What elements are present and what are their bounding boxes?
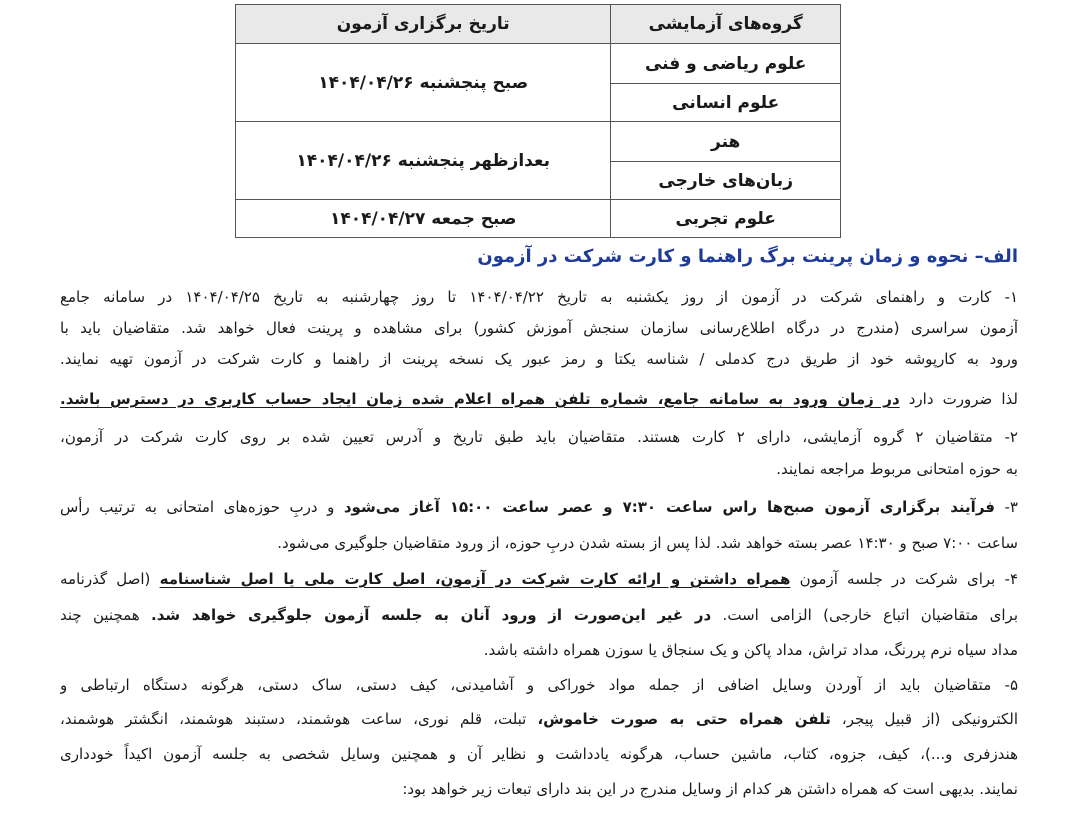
paragraph-1-line-2: آزمون سراسری (مندرج در درگاه اطلاع‌رسانی سازمان سنجش آموزش کشور) برای مشاهده و پرینت فعال خواهد شد. متقاضیان باید با [60,319,1018,337]
paragraph-4-warning: در غیر این‌صورت از ورود آنان به جلسه آزمون جلوگیری خواهد شد. [151,606,712,624]
paragraph-1-line-4 [60,385,1018,413]
date-cell: صبح پنجشنبه ۱۴۰۴/۰۴/۲۶ [236,44,611,122]
date-cell: صبح جمعه ۱۴۰۴/۰۴/۲۷ [236,200,611,238]
paragraph-5-line-1: ۵- متقاضیان باید از آوردن وسایل اضافی از جمله مواد خوراکی و آشامیدنی، کیف دستی، ساک دستی، هرگونه دستگاه ارتباطی و [60,676,1018,694]
paragraph-4-text: همچنین چند [60,606,152,624]
paragraph-1-text: لذا ضرورت دارد [899,390,1018,408]
paragraph-4-text: (اصل گذرنامه [60,570,160,588]
paragraph-4-line-1 [60,565,1018,593]
paragraph-4-line-2 [60,601,1018,629]
paragraph-5-emphasis: تلفن همراه حتی به صورت خاموش، [537,710,831,728]
paragraph-5-text: تبلت، قلم نوری، ساعت هوشمند، دستبند هوشمند، انگشتر هوشمند، [60,710,538,728]
paragraph-5-line-4: نمایند. بدیهی است که همراه داشتن هر کدام از وسایل مندرج در این بند دارای تبعات زیر خواهد بود: [402,780,1018,798]
header-exam-date: تاریخ برگزاری آزمون [236,5,611,44]
header-exam-groups: گروه‌های آزمایشی [611,5,841,44]
table-row [236,122,841,162]
paragraph-3-text: و دربِ حوزه‌های امتحانی به ترتیب رأس [60,498,344,516]
paragraph-4-text: برای متقاضیان اتباع خارجی) الزامی است. [711,606,1018,624]
paragraph-5-text: الکترونیکی (از قبیل پیجر، [830,710,1018,728]
exam-schedule-table [235,4,841,238]
group-cell: علوم انسانی [611,84,841,122]
paragraph-5-line-2 [60,705,1018,733]
group-cell: هنر [611,122,841,162]
paragraph-2-line-2: به حوزه امتحانی مربوط مراجعه نمایند. [776,460,1018,478]
section-heading: الف– نحوه و زمان پرینت برگ راهنما و کارت شرکت در آزمون [477,246,1018,267]
paragraph-4-line-3: مداد سیاه نرم پررنگ، مداد تراش، مداد پاکن و یک سنجاق یا سوزن همراه داشته باشد. [483,641,1018,659]
group-cell: علوم تجربی [611,200,841,238]
table-row [236,44,841,84]
paragraph-4-emphasis: همراه داشتن و ارائه کارت شرکت در آزمون، اصل کارت ملی یا اصل شناسنامه [159,570,791,588]
paragraph-3-emphasis: فرآیند برگزاری آزمون صبح‌ها راس ساعت ۷:۳۰ و عصر ساعت ۱۵:۰۰ آغاز می‌شود [343,498,995,516]
group-cell: زبان‌های خارجی [611,162,841,200]
paragraph-4-text: ۴- برای شرکت در جلسه آزمون [790,570,1018,588]
date-cell: بعدازظهر پنجشنبه ۱۴۰۴/۰۴/۲۶ [236,122,611,200]
table-header-row [236,5,841,44]
paragraph-3-line-1 [60,493,1018,521]
paragraph-3-number: ۳- [994,498,1018,516]
paragraph-5-line-3: هندزفری و...)، کیف، جزوه، کتاب، ماشین حساب، هرگونه یادداشت و نظایر آن و همچنین وسایل شخصی به جلسه آزمون اکیداً خودداری [60,745,1018,763]
paragraph-3-line-2: ساعت ۷:۰۰ صبح و ۱۴:۳۰ عصر بسته خواهد شد. لذا پس از بسته شدن دربِ حوزه، از ورود متقاضیان جلوگیری می‌شود. [277,534,1018,552]
group-cell: علوم ریاضی و فنی [611,44,841,84]
paragraph-1-line-1: ۱- کارت و راهنمای شرکت در آزمون از روز یکشنبه به تاریخ ۱۴۰۴/۰۴/۲۲ تا روز چهارشنبه به تاریخ ۱۴۰۴/۰۴/۲۵ در سامانه جامع [60,288,1018,306]
paragraph-1-emphasis: در زمان ورود به سامانه جامع، شماره تلفن همراه اعلام شده زمان ایجاد حساب کاربری در دسترس باشد. [60,390,900,408]
paragraph-1-line-3: ورود به کارپوشه خود از طریق درج کدملی / شناسه یکتا و رمز عبور یک نسخه پرینت از راهنما و کارت شرکت در آزمون تهیه نمایند. [60,350,1018,368]
table-row [236,200,841,238]
paragraph-2-line-1: ۲- متقاضیان ۲ گروه آزمایشی، دارای ۲ کارت هستند. متقاضیان باید طبق تاریخ و آدرس تعیین شده بر روی کارت شرکت در آزمون، [60,428,1018,446]
